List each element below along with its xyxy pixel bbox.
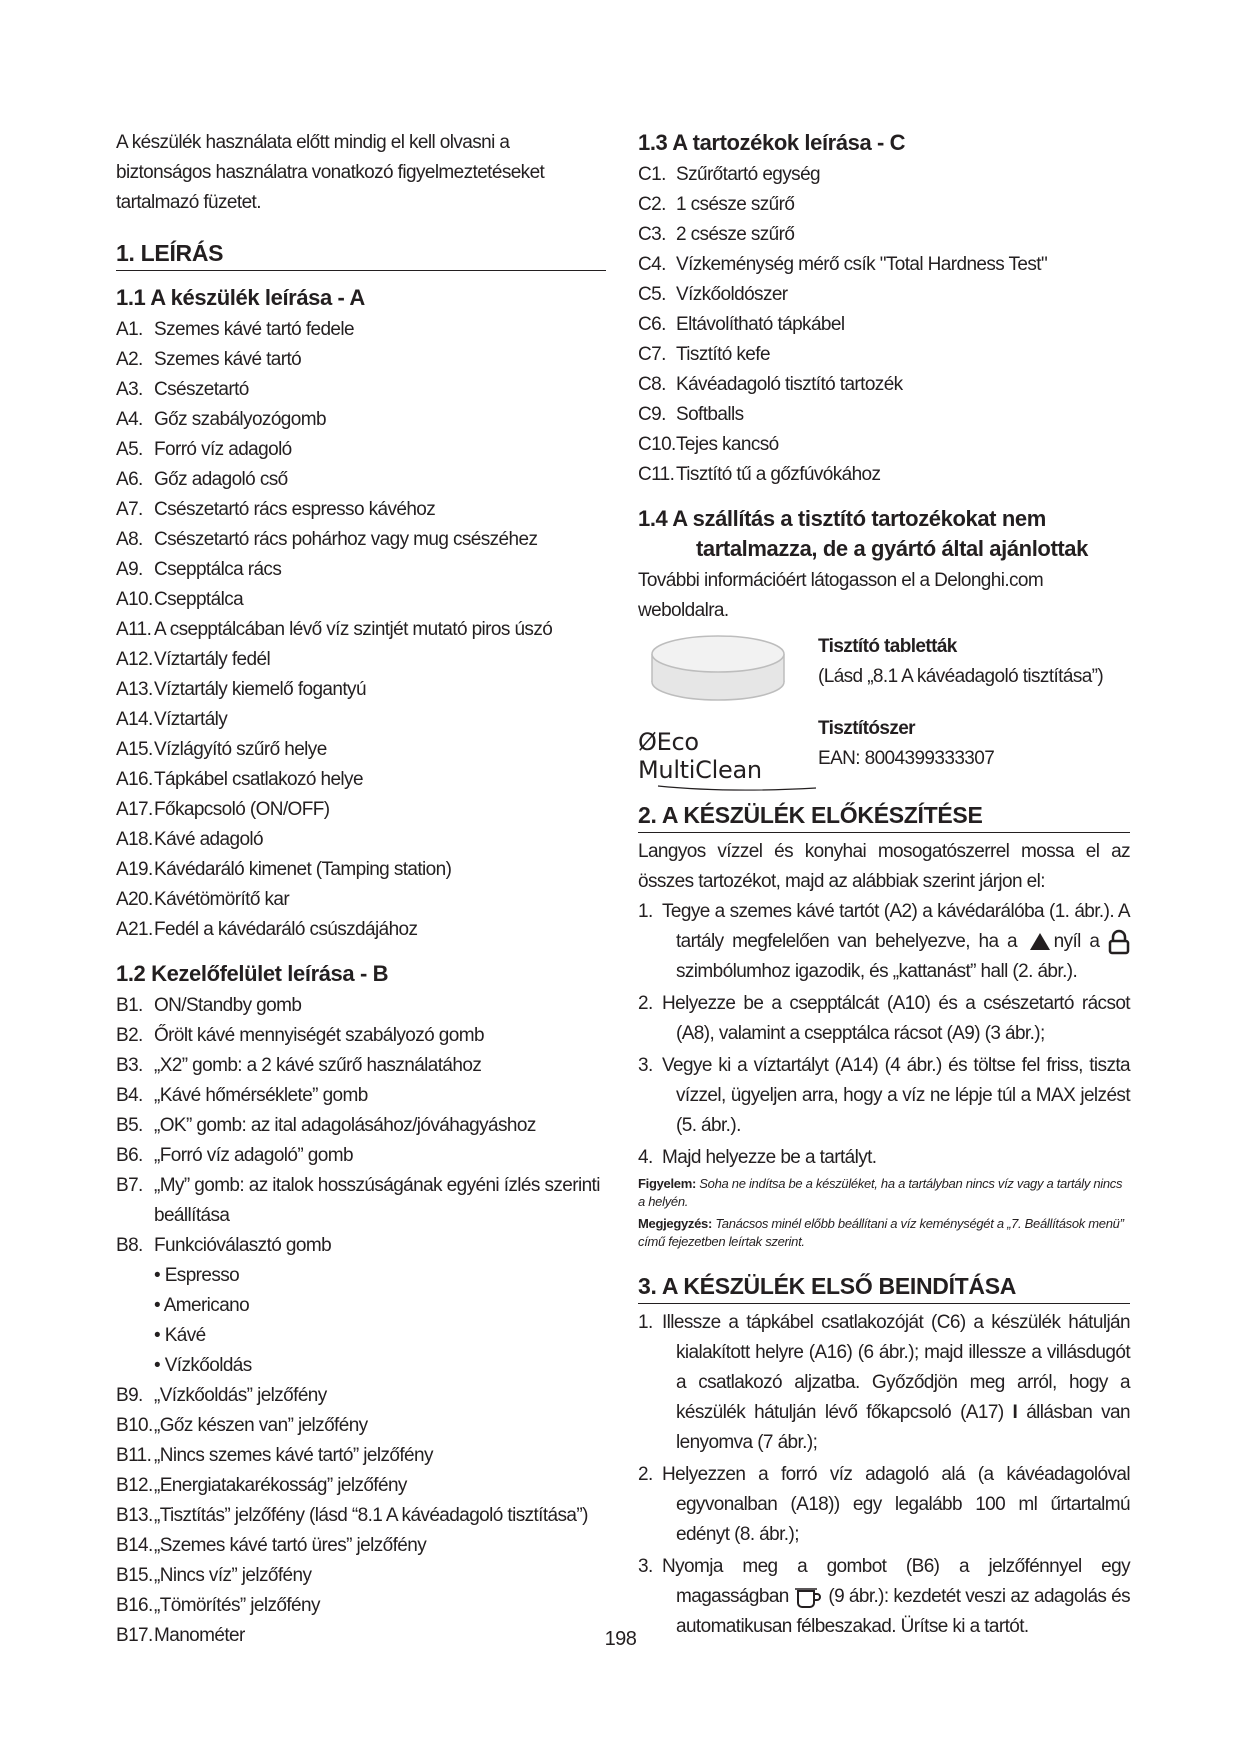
item-text: „X2” gomb: a 2 kávé szűrő használatához: [154, 1055, 482, 1076]
section-1-heading: 1. LEÍRÁS: [116, 238, 606, 271]
item-text: „Szemes kávé tartó üres” jelzőfény: [154, 1535, 427, 1556]
section-1-2-heading: 1.2 Kezelőfelület leírása - B: [116, 961, 389, 986]
controls-list-b: [116, 991, 606, 1261]
item-text: ON/Standby gomb: [154, 995, 302, 1016]
item-code: A6.: [116, 469, 143, 490]
item-code: B4.: [116, 1085, 143, 1106]
section-3-steps: [638, 1308, 1130, 1642]
item-code: A3.: [116, 379, 143, 400]
warning-note: Figyelem: Soha ne indítsa be a készüléket, ha a tartályban nincs víz vagy a tartály nincs a helyén.: [638, 1176, 1123, 1209]
item-text: Vízkőoldószer: [676, 284, 788, 305]
list-item: [116, 1531, 606, 1561]
list-item: [116, 1561, 606, 1591]
item-text: Tejes kancsó: [676, 434, 779, 455]
item-text: Víztartály kiemelő fogantyú: [154, 679, 366, 700]
item-code: B16.: [116, 1595, 153, 1616]
section-2-intro: Langyos vízzel és konyhai mosogatószerrel mossa el az összes tartozékot, majd az alábbiak szerint járjon el:: [638, 841, 1130, 892]
item-code: A5.: [116, 439, 143, 460]
item-code: B1.: [116, 995, 143, 1016]
list-item: [116, 1501, 606, 1531]
detergent-ean: EAN: 8004399333307: [818, 748, 995, 769]
list-item: [116, 885, 606, 915]
section-2-step: 2. Helyezze be a csepptálcát (A10) és a csészetartó rácsot (A8), valamint a csepptálca rácsot (A9) (3 ábr.);: [638, 993, 1130, 1044]
detergent-title: Tisztítószer: [818, 718, 915, 739]
section-2-step-1: 1. Tegye a szemes kávé tartót (A2) a kávédarálóba (1. ábr.). A tartály megfelelően van behelyezve, ha a nyíl a szimbólumhoz igazodik, és „kattanást” hall (2. ábr.).: [638, 901, 1130, 982]
eco-multiclean-logo-text: ØEco MultiClean: [638, 728, 762, 784]
controls-list-b-continued: [116, 1381, 606, 1651]
item-text: Csepptálca rács: [154, 559, 282, 580]
list-item: [116, 555, 606, 585]
item-code: A13.: [116, 679, 153, 700]
item-code: A17.: [116, 799, 153, 820]
section-3-step-1: 1. Illessze a tápkábel csatlakozóját (C6) a készülék hátulján kialakított helyre (A16) (6 ábr.); majd illessze a villásdugót a csatlakozó aljzatba. Győződjön meg arról, hogy a készülék hátulján lévő főkapcsoló (A17) I állásban van lenyomva (7 ábr.);: [638, 1312, 1130, 1453]
item-text: Tápkábel csatlakozó helye: [154, 769, 363, 790]
list-item: [638, 460, 1130, 490]
tablets-title: Tisztító tabletták: [818, 636, 957, 657]
function-option: • Americano: [154, 1291, 606, 1321]
item-text: Forró víz adagoló: [154, 439, 292, 460]
item-code: A12.: [116, 649, 153, 670]
remark-note: Megjegyzés: Tanácsos minél előbb beállítani a víz keménységét a „7. Beállítások menü” című fejezetben leírtak szerint.: [638, 1216, 1124, 1249]
item-text: Gőz adagoló cső: [154, 469, 288, 490]
function-option: • Kávé: [154, 1321, 606, 1351]
cleaning-tablets-item: [638, 632, 1130, 702]
detergent-text: [818, 714, 994, 774]
section-2-steps: [638, 897, 1130, 987]
item-code: A20.: [116, 889, 153, 910]
eco-multiclean-logo: [638, 714, 818, 784]
list-item: [116, 1441, 606, 1471]
item-code: A19.: [116, 859, 153, 880]
list-item: [638, 400, 1130, 430]
list-item: [116, 615, 606, 645]
list-item: [638, 160, 1130, 190]
arrow-up-triangle-icon: [1030, 933, 1050, 950]
item-text: 2 csésze szűrő: [676, 224, 795, 245]
list-item: [116, 375, 606, 405]
function-option: • Espresso: [154, 1261, 606, 1291]
right-column: [638, 128, 1130, 1644]
list-item: [116, 1381, 606, 1411]
parts-list-a: [116, 315, 606, 945]
list-item: [116, 735, 606, 765]
item-text: Csészetartó: [154, 379, 249, 400]
item-code: A2.: [116, 349, 143, 370]
list-item: [116, 405, 606, 435]
list-item: [116, 1051, 606, 1081]
list-item: [116, 675, 606, 705]
list-item: [638, 340, 1130, 370]
section-3-heading: 3. A KÉSZÜLÉK ELSŐ BEINDÍTÁSA: [638, 1271, 1130, 1304]
item-code: A14.: [116, 709, 153, 730]
item-code: A21.: [116, 919, 153, 940]
list-item: [116, 585, 606, 615]
left-column: [116, 128, 606, 1651]
item-text: Csepptálca: [154, 589, 244, 610]
section-2-steps-rest: [638, 989, 1130, 1173]
list-item: [116, 1021, 606, 1051]
list-item: [116, 1471, 606, 1501]
item-code: C5.: [638, 284, 666, 305]
list-item: [116, 465, 606, 495]
item-code: B15.: [116, 1565, 153, 1586]
item-code: A7.: [116, 499, 143, 520]
section-1-3-heading: 1.3 A tartozékok leírása - C: [638, 130, 906, 155]
item-code: A15.: [116, 739, 153, 760]
section-1-1-heading: 1.1 A készülék leírása - A: [116, 285, 365, 310]
list-item: [638, 220, 1130, 250]
item-text: „Nincs víz” jelzőfény: [154, 1565, 312, 1586]
tablets-reference: (Lásd „8.1 A kávéadagoló tisztítása”): [818, 666, 1104, 687]
list-item: [116, 645, 606, 675]
item-text: Kávétömörítő kar: [154, 889, 290, 910]
list-item: [116, 435, 606, 465]
function-option: • Vízkőoldás: [154, 1351, 606, 1381]
list-item: [116, 855, 606, 885]
item-text: Eltávolítható tápkábel: [676, 314, 845, 335]
item-code: B14.: [116, 1535, 153, 1556]
list-item: [116, 315, 606, 345]
tablet-image: [638, 632, 818, 702]
item-text: Kávédaráló kimenet (Tamping station): [154, 859, 452, 880]
list-item: [638, 190, 1130, 220]
item-code: A8.: [116, 529, 143, 550]
item-text: Softballs: [676, 404, 744, 425]
item-text: „Kávé hőmérséklete” gomb: [154, 1085, 368, 1106]
item-text: Szemes kávé tartó: [154, 349, 302, 370]
item-text: Tisztító tű a gőzfúvókához: [676, 464, 881, 485]
list-item: [116, 915, 606, 945]
section-3-step-3: 3. Nyomja meg a gombot (B6) a jelzőfénnyel egy magasságban (9 ábr.): kezdetét veszi az adagolás és automatikusan félbeszakad. Ürítse ki a tartót.: [638, 1556, 1130, 1637]
list-item: [116, 495, 606, 525]
item-text: Szemes kávé tartó fedele: [154, 319, 354, 340]
list-item: [116, 991, 606, 1021]
hot-water-cup-icon: [794, 1585, 824, 1609]
item-code: C11.: [638, 464, 675, 485]
item-code: A4.: [116, 409, 143, 430]
item-text: „Energiatakarékosság” jelzőfény: [154, 1475, 407, 1496]
item-code: A1.: [116, 319, 143, 340]
item-code: C10.: [638, 434, 676, 455]
list-item: [116, 705, 606, 735]
item-code: C1.: [638, 164, 666, 185]
item-text: Fedél a kávédaráló csúszdájához: [154, 919, 418, 940]
list-item: [116, 1591, 606, 1621]
section-1-4-heading: [638, 504, 1130, 564]
item-code: B12.: [116, 1475, 153, 1496]
item-text: Vízlágyító szűrő helye: [154, 739, 327, 760]
item-text: „OK” gomb: az ital adagolásához/jóváhagyáshoz: [154, 1115, 536, 1136]
list-item: [116, 765, 606, 795]
item-code: B11.: [116, 1445, 152, 1466]
item-text: „Vízkőoldás” jelzőfény: [154, 1385, 327, 1406]
function-selector-options: [116, 1261, 606, 1381]
item-code: B8.: [116, 1235, 143, 1256]
item-code: A18.: [116, 829, 153, 850]
list-item: [638, 250, 1130, 280]
list-item: [638, 310, 1130, 340]
list-item: [116, 1081, 606, 1111]
leaf-icon: Ø: [638, 728, 657, 756]
item-text: Kávéadagoló tisztító tartozék: [676, 374, 903, 395]
item-text: Őrölt kávé mennyiségét szabályozó gomb: [154, 1025, 484, 1046]
item-text: Szűrőtartó egység: [676, 164, 820, 185]
list-item: [638, 430, 1130, 460]
item-code: B3.: [116, 1055, 143, 1076]
item-code: B9.: [116, 1385, 143, 1406]
item-text: „My” gomb: az italok hosszúságának egyéni ízlés szerinti beállítása: [154, 1175, 600, 1226]
section-1-4-heading-line2: tartalmazza, de a gyártó által ajánlottak: [696, 536, 1088, 561]
item-code: B5.: [116, 1115, 143, 1136]
item-code: B17.: [116, 1625, 153, 1646]
item-text: Vízkeménység mérő csík "Total Hardness Test": [676, 254, 1048, 275]
safety-intro: A készülék használata előtt mindig el kell olvasni a biztonságos használatra vonatkozó figyelmeztetéseket tartalmazó füzetet.: [116, 132, 545, 213]
item-code: B10.: [116, 1415, 153, 1436]
item-text: Funkcióválasztó gomb: [154, 1235, 332, 1256]
section-2-heading: 2. A KÉSZÜLÉK ELŐKÉSZÍTÉSE: [638, 800, 1130, 833]
section-2-step: 4. Majd helyezze be a tartályt.: [638, 1147, 877, 1168]
item-text: Tisztító kefe: [676, 344, 770, 365]
item-text: A csepptálcában lévő víz szintjét mutató piros úszó: [154, 619, 553, 640]
item-text: Csészetartó rács espresso kávéhoz: [154, 499, 436, 520]
item-text: Víztartály fedél: [154, 649, 271, 670]
accessories-list-c: [638, 160, 1130, 490]
tablets-text: [818, 632, 1103, 692]
item-code: C3.: [638, 224, 666, 245]
item-text: 1 csésze szűrő: [676, 194, 795, 215]
list-item: [638, 280, 1130, 310]
item-text: „Forró víz adagoló” gomb: [154, 1145, 353, 1166]
section-3-step-2: 2. Helyezzen a forró víz adagoló alá (a kávéadagolóval egyvonalban (A18)) egy legalább 100 ml űrtartalmú edényt (8. ábr.);: [638, 1464, 1130, 1545]
item-text: Gőz szabályozógomb: [154, 409, 326, 430]
item-code: C9.: [638, 404, 666, 425]
section-2-step: 3. Vegye ki a víztartályt (A14) (4 ábr.) és töltse fel friss, tiszta vízzel, ügyeljen arra, hogy a víz ne lépje túl a MAX jelzést (5. ábr.).: [638, 1055, 1130, 1136]
item-text: „Gőz készen van” jelzőfény: [154, 1415, 368, 1436]
section-1-4-heading-line1: 1.4 A szállítás a tisztító tartozékokat nem: [638, 506, 1046, 531]
item-text: „Tisztítás” jelzőfény (lásd “8.1 A kávéadagoló tisztítása”): [154, 1505, 588, 1526]
more-info-text: További információért látogasson el a Delonghi.com weboldalra.: [638, 570, 1044, 621]
item-code: B6.: [116, 1145, 143, 1166]
item-code: C2.: [638, 194, 666, 215]
item-code: A10.: [116, 589, 153, 610]
item-code: B2.: [116, 1025, 143, 1046]
item-text: Víztartály: [154, 709, 228, 730]
list-item: [116, 1141, 606, 1171]
padlock-icon: [1108, 929, 1130, 955]
item-text: Manométer: [154, 1625, 245, 1646]
detergent-item: [638, 714, 1130, 784]
list-item: [638, 370, 1130, 400]
item-code: B7.: [116, 1175, 143, 1196]
item-code: A16.: [116, 769, 153, 790]
list-item: [116, 1171, 606, 1231]
item-code: C8.: [638, 374, 666, 395]
item-text: Kávé adagoló: [154, 829, 264, 850]
list-item: [116, 345, 606, 375]
list-item: [116, 1231, 606, 1261]
item-code: B13.: [116, 1505, 153, 1526]
item-text: Főkapcsoló (ON/OFF): [154, 799, 330, 820]
item-text: „Nincs szemes kávé tartó” jelzőfény: [154, 1445, 433, 1466]
page-number: 198: [604, 1628, 637, 1650]
item-code: A9.: [116, 559, 143, 580]
list-item: [116, 795, 606, 825]
item-code: A11.: [116, 619, 152, 640]
item-text: „Tömörítés” jelzőfény: [154, 1595, 320, 1616]
item-code: C4.: [638, 254, 666, 275]
item-text: Csészetartó rács pohárhoz vagy mug csészéhez: [154, 529, 538, 550]
item-code: C6.: [638, 314, 666, 335]
item-code: C7.: [638, 344, 666, 365]
list-item: [116, 525, 606, 555]
list-item: [116, 1411, 606, 1441]
list-item: [116, 825, 606, 855]
list-item: [116, 1111, 606, 1141]
